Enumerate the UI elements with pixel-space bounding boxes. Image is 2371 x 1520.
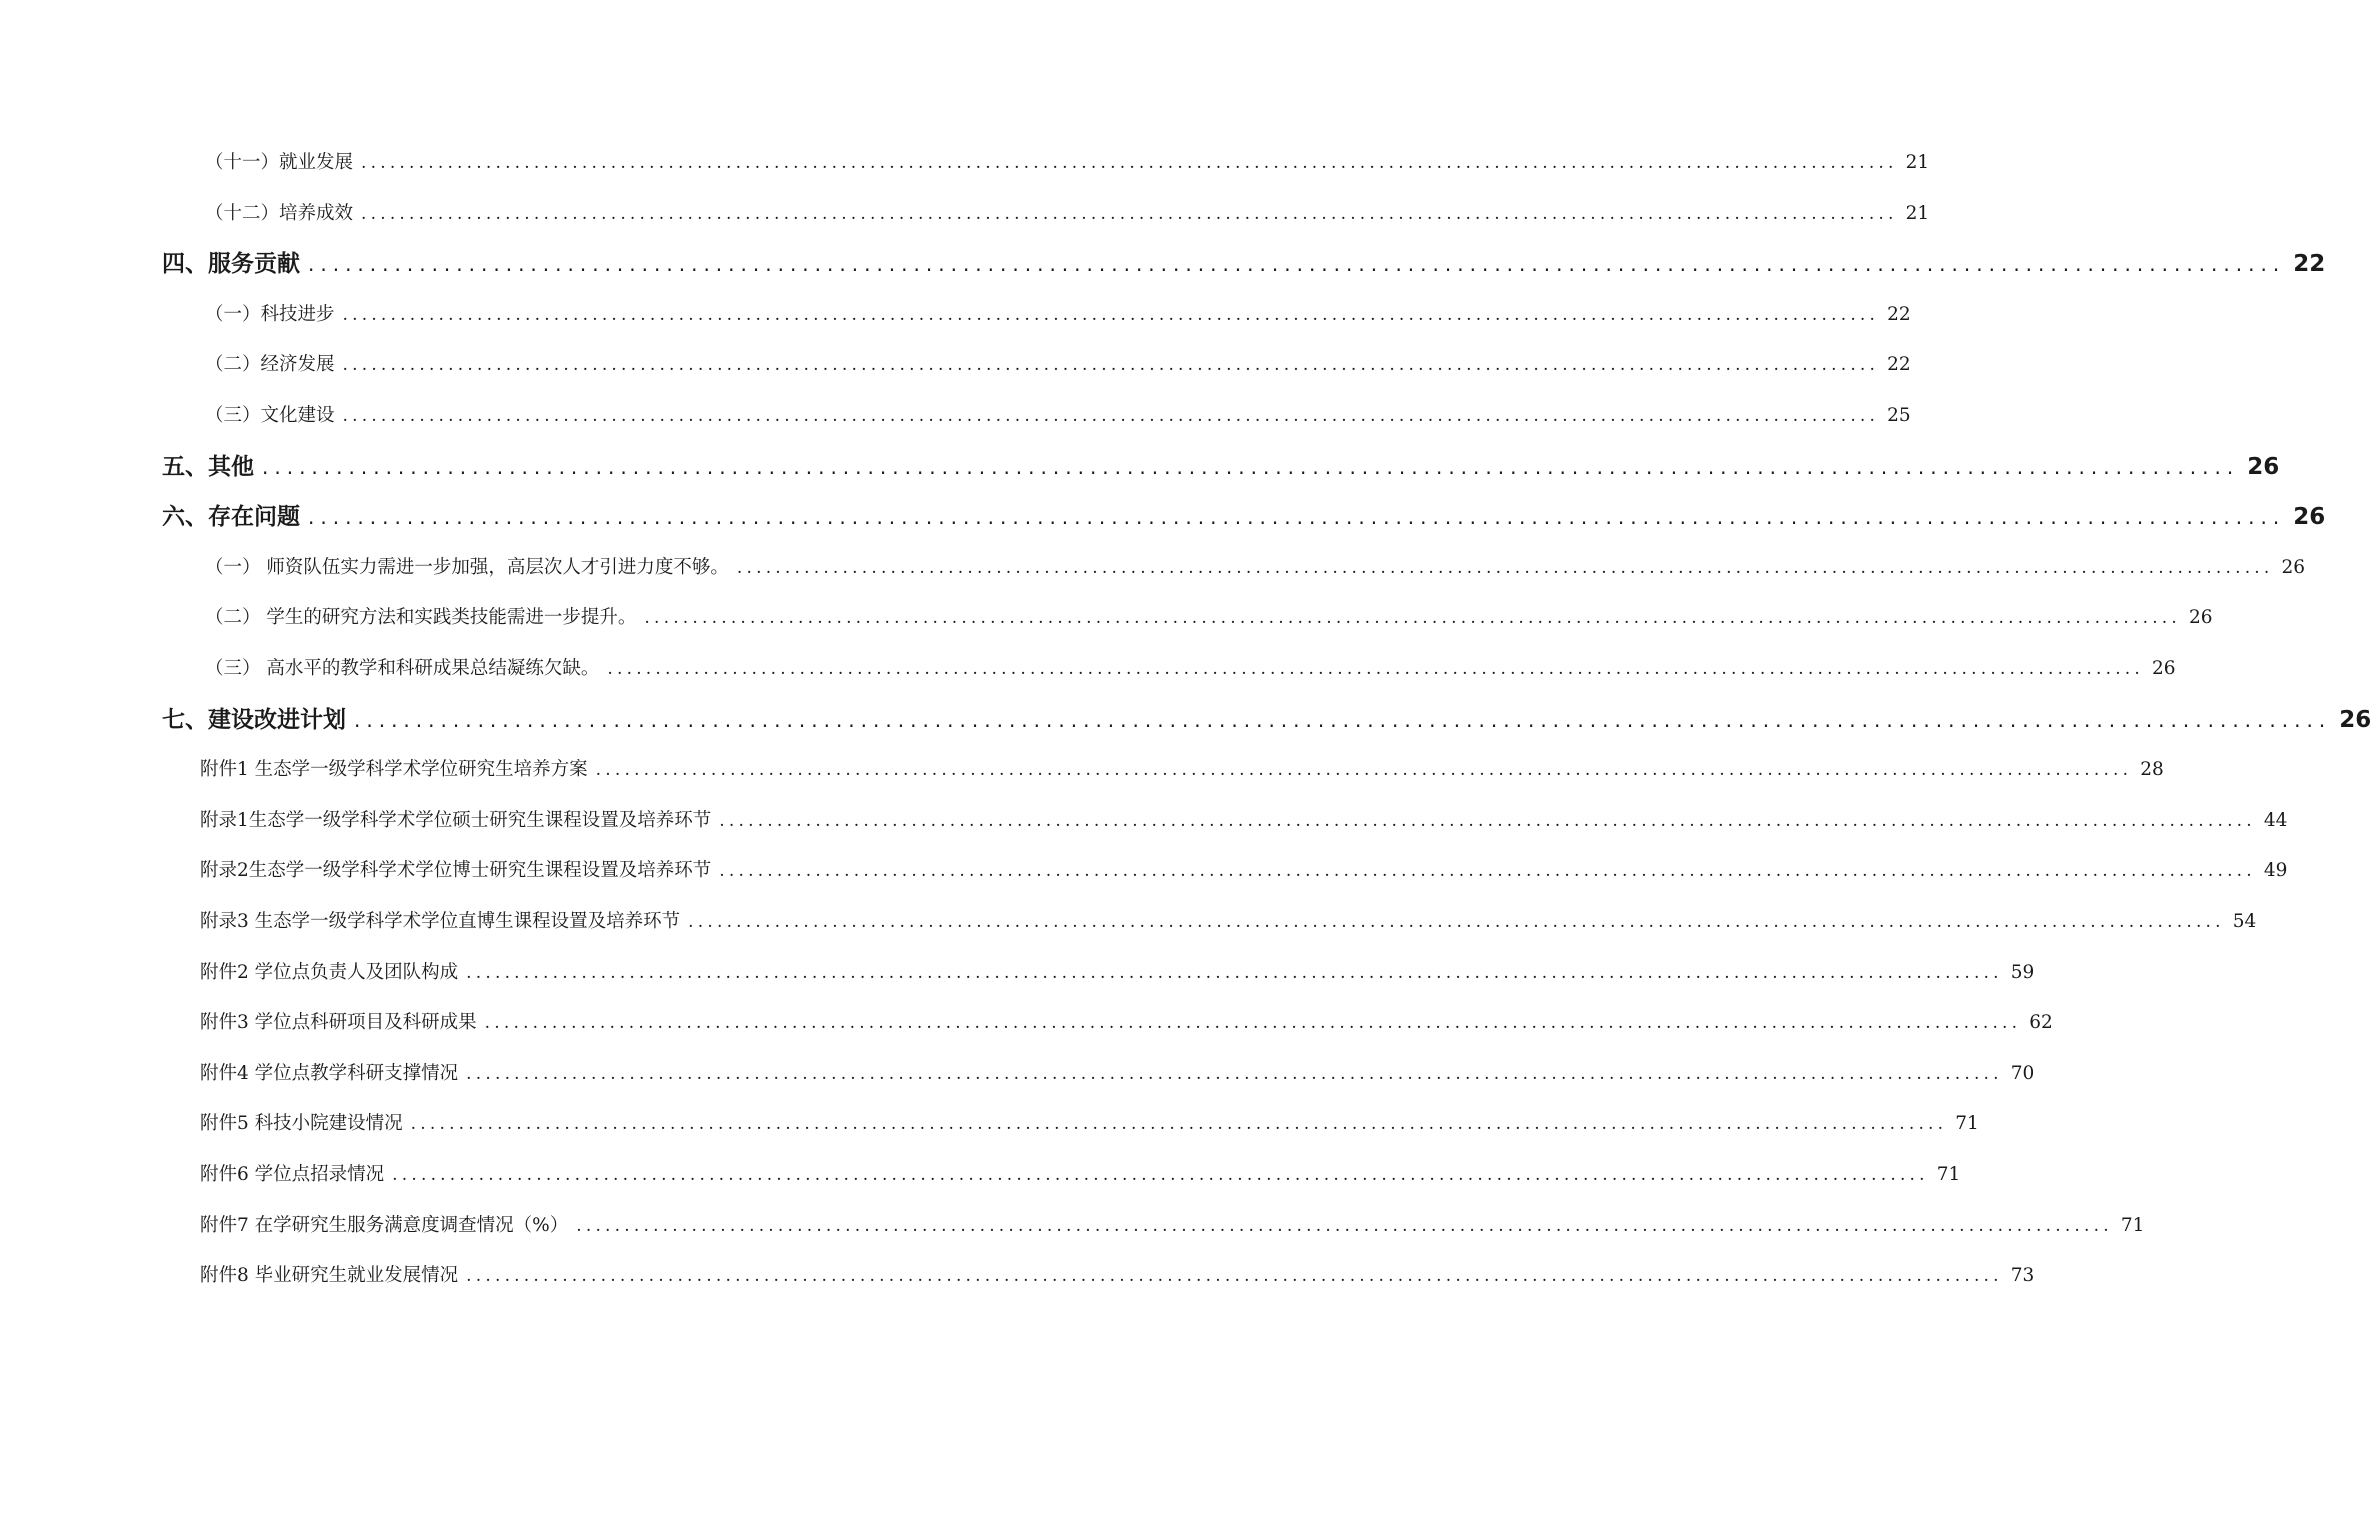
toc-entry-title: （二）经济发展	[205, 354, 335, 376]
toc-entry-title: 附件5 科技小院建设情况	[200, 1113, 403, 1135]
toc-entry[interactable]	[200, 753, 2164, 787]
toc-entry-title: （三） 高水平的教学和科研成果总结凝练欠缺。	[205, 658, 600, 679]
toc-entry[interactable]	[205, 601, 2213, 635]
toc-dot-leader: ................................................................................................................................................................	[392, 1165, 1929, 1185]
toc-entry-title: 附件8 毕业研究生就业发展情况	[200, 1265, 459, 1287]
toc-entry-page-number: 21	[1905, 152, 1930, 173]
toc-entry-page-number: 71	[1955, 1113, 1979, 1135]
toc-dot-leader: ................................................................................................................................................................	[644, 608, 2181, 629]
toc-dot-leader: ................................................................................................................................................................	[342, 406, 1880, 426]
toc-dot-leader: ................................................................................................................................................................	[354, 707, 2332, 732]
toc-entry-page-number: 26	[2293, 504, 2326, 531]
toc-entry-page-number: 59	[2010, 961, 2035, 983]
toc-entry[interactable]	[205, 146, 1930, 180]
toc-entry-title: 附件1 生态学一级学科学术学位研究生培养方案	[200, 759, 588, 781]
toc-entry-page-number: 73	[2010, 1265, 2035, 1287]
toc-entry-page-number: 26	[2152, 658, 2176, 679]
toc-entry-title: 附件6 学位点招录情况	[200, 1164, 385, 1185]
toc-entry-page-number: 70	[2010, 1062, 2035, 1084]
toc-entry-page-number: 28	[2140, 759, 2164, 781]
toc-entry-page-number: 49	[2263, 860, 2288, 882]
toc-entry[interactable]	[205, 348, 1911, 382]
toc-dot-leader: ................................................................................................................................................................	[607, 659, 2144, 679]
toc-entry-page-number: 22	[1887, 303, 1911, 325]
toc-dot-leader: ................................................................................................................................................................	[466, 1063, 2003, 1084]
toc-entry[interactable]	[200, 1107, 1979, 1141]
toc-entry-title: （十一）就业发展	[205, 152, 354, 173]
toc-entry[interactable]	[200, 956, 2035, 990]
toc-entry-page-number: 21	[1905, 202, 1930, 224]
toc-entry-title: 附件3 学位点科研项目及科研成果	[200, 1012, 477, 1034]
toc-dot-leader: ................................................................................................................................................................	[466, 1266, 2003, 1287]
toc-entry-page-number: 26	[2247, 453, 2280, 480]
toc-entry-page-number: 44	[2263, 809, 2288, 831]
toc-entry[interactable]	[162, 500, 2326, 534]
toc-dot-leader: ................................................................................................................................................................	[688, 912, 2225, 932]
toc-dot-leader: ................................................................................................................................................................	[719, 861, 2256, 882]
toc-entry-title: 附件2 学位点负责人及团队构成	[200, 961, 459, 983]
toc-dot-leader: ................................................................................................................................................................	[410, 1114, 1948, 1135]
toc-entry[interactable]	[162, 703, 2371, 737]
toc-entry[interactable]	[205, 652, 2176, 686]
toc-entry-title: 附件4 学位点教学科研支撑情况	[200, 1062, 459, 1084]
toc-entry[interactable]	[200, 1158, 1961, 1192]
toc-entry-page-number: 62	[2029, 1012, 2053, 1034]
toc-entry[interactable]	[200, 804, 2288, 838]
toc-dot-leader: ................................................................................................................................................................	[262, 454, 2240, 479]
toc-dot-leader: ................................................................................................................................................................	[342, 304, 1880, 325]
toc-entry-title: 附录3 生态学一级学科学术学位直博生课程设置及培养环节	[200, 911, 681, 932]
toc-entry-page-number: 22	[1887, 354, 1911, 376]
toc-dot-leader: ................................................................................................................................................................	[736, 557, 2274, 578]
toc-entry[interactable]	[205, 197, 1930, 231]
toc-entry-title: （一） 师资队伍实力需进一步加强，高层次人才引进力度不够。	[205, 556, 729, 578]
toc-entry-title: 七、建设改进计划	[162, 706, 346, 733]
toc-entry-page-number: 26	[2281, 556, 2306, 578]
toc-entry-title: 附录2生态学一级学科学术学位博士研究生课程设置及培养环节	[200, 860, 712, 882]
toc-entry[interactable]	[162, 450, 2280, 484]
toc-entry[interactable]	[200, 1006, 2053, 1040]
toc-entry-title: 五、其他	[162, 453, 254, 480]
toc-entry-title: （三）文化建设	[205, 405, 335, 426]
toc-entry-page-number: 54	[2232, 911, 2257, 932]
toc-dot-leader: ................................................................................................................................................................	[361, 153, 1898, 173]
toc-entry[interactable]	[200, 1259, 2035, 1293]
toc-dot-leader: ................................................................................................................................................................	[466, 962, 2003, 983]
toc-entry-title: （一）科技进步	[205, 303, 335, 325]
toc-entry[interactable]	[205, 298, 1911, 332]
toc-entry[interactable]	[162, 247, 2326, 281]
toc-entry-page-number: 26	[2339, 706, 2371, 733]
toc-dot-leader: ................................................................................................................................................................	[308, 505, 2286, 530]
toc-dot-leader: ................................................................................................................................................................	[342, 355, 1880, 376]
toc-entry-title: 附件7 在学研究生服务满意度调查情况（%）	[200, 1214, 569, 1236]
toc-dot-leader: ................................................................................................................................................................	[361, 203, 1898, 224]
toc-entry-title: 六、存在问题	[162, 504, 300, 531]
toc-dot-leader: ................................................................................................................................................................	[719, 810, 2256, 831]
toc-entry-page-number: 71	[1936, 1164, 1961, 1185]
toc-entry-page-number: 22	[2293, 251, 2326, 278]
toc-entry-title: （十二）培养成效	[205, 202, 354, 224]
toc-entry[interactable]	[205, 399, 1911, 433]
toc-entry[interactable]	[200, 1057, 2035, 1091]
toc-entry[interactable]	[200, 854, 2288, 888]
toc-dot-leader: ................................................................................................................................................................	[308, 252, 2286, 277]
toc-dot-leader: ................................................................................................................................................................	[576, 1215, 2113, 1236]
toc-dot-leader: ................................................................................................................................................................	[595, 760, 2133, 781]
toc-entry-page-number: 26	[2189, 607, 2213, 629]
toc-entry[interactable]	[200, 905, 2257, 939]
toc-entry-title: （二） 学生的研究方法和实践类技能需进一步提升。	[205, 607, 637, 629]
toc-entry[interactable]	[205, 551, 2306, 585]
toc-entry-title: 附录1生态学一级学科学术学位硕士研究生课程设置及培养环节	[200, 809, 712, 831]
toc-entry-page-number: 71	[2120, 1214, 2145, 1236]
toc-dot-leader: ................................................................................................................................................................	[484, 1013, 2022, 1034]
toc-entry[interactable]	[200, 1209, 2145, 1243]
toc-entry-page-number: 25	[1887, 405, 1911, 426]
toc-entry-title: 四、服务贡献	[162, 251, 300, 278]
